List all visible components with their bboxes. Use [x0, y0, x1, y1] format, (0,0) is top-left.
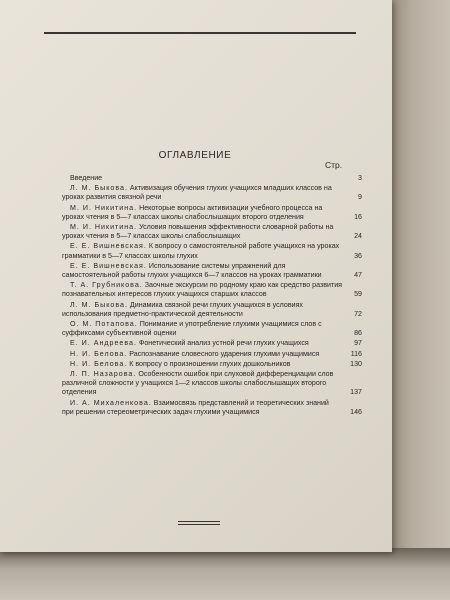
table-of-contents: [62, 174, 362, 418]
toc-page-number: 16: [354, 212, 362, 221]
toc-title: Условия повышения эффективности словарной работы на уроках чтения в 5—7 классах школы слабослышащих: [62, 223, 334, 241]
toc-author: Е. Е. Вишневская.: [70, 261, 147, 270]
toc-title: Заочные экскурсии по родному краю как средство развития познавательных интересов глухих учащихся старших классов: [62, 281, 343, 299]
toc-page-number: 47: [354, 271, 362, 280]
toc-title: К вопросу о произношении глухих дошкольников: [129, 359, 291, 368]
toc-page-number: 9: [358, 193, 362, 202]
toc-entry: [62, 174, 362, 183]
toc-entry: [62, 242, 362, 260]
toc-page-number: 36: [354, 251, 362, 260]
toc-entry: [62, 320, 362, 338]
toc-author: Л. П. Назарова.: [70, 370, 137, 379]
toc-author: Н. И. Белова.: [70, 349, 128, 358]
toc-author: М. И. Никитина.: [70, 223, 138, 232]
toc-title: Взаимосвязь представлений и теоретических знаний при решении стереометрических задач глухими учащимися: [62, 398, 329, 416]
toc-entry: [62, 281, 362, 299]
bottom-rule-second: [178, 524, 220, 525]
toc-title: Использование системы упражнений для самостоятельной работы глухих учащихся 6—7 классов на уроках грамматики: [62, 261, 322, 280]
toc-title: Распознавание словесного ударения глухими учащимися: [129, 349, 320, 358]
toc-entry: [62, 370, 362, 398]
toc-page-number: 3: [358, 174, 362, 182]
toc-page-number: 86: [354, 329, 362, 338]
toc-page-number: 24: [354, 232, 362, 241]
toc-page-number: 137: [350, 388, 362, 397]
toc-title: Фонетический анализ устной речи глухих учащихся: [138, 339, 309, 348]
toc-title: Понимание и употребление глухими учащимися слов с суффиксами субъективной оценки: [62, 320, 322, 338]
toc-entry: [62, 399, 362, 417]
toc-entry: [62, 223, 362, 241]
bottom-rule: [178, 521, 220, 522]
toc-author: М. И. Никитина.: [70, 203, 138, 212]
toc-title: Некоторые вопросы активизации учебного процесса на уроках чтения в 5—7 классах школы слабослышащих второго отделения: [62, 203, 323, 221]
top-rule: [44, 32, 356, 34]
background-surface: [392, 0, 450, 600]
toc-author: И. А. Михаленкова.: [70, 398, 152, 407]
toc-page-number: 97: [354, 339, 362, 348]
toc-title: К вопросу о самостоятельной работе учащихся на уроках грамматики в 5—7 классах школы глухих: [62, 242, 340, 260]
toc-title: Динамика связной речи глухих учащихся в условиях использования предметно-практической деятельности: [62, 300, 303, 318]
toc-author: Е. Е. Вишневская.: [70, 242, 147, 251]
toc-entry: [62, 350, 362, 359]
toc-author: О. М. Потапова.: [70, 320, 138, 329]
toc-page-number: 146: [350, 407, 362, 416]
toc-entry: [62, 184, 362, 202]
toc-page-number: 59: [354, 290, 362, 299]
toc-entry: [62, 360, 362, 369]
toc-author: Н. И. Белова.: [70, 359, 128, 368]
toc-title: Активизация обучения глухих учащихся младших классов на уроках развития связной речи: [62, 184, 332, 202]
toc-author: Т. А. Грубникова.: [70, 281, 143, 290]
toc-author: Л. М. Быкова.: [70, 184, 128, 193]
toc-author: Е. И. Андреева.: [70, 339, 137, 348]
page-title: ОГЛАВЛЕНИЕ: [158, 150, 232, 161]
toc-page-number: 72: [354, 309, 362, 318]
toc-entry: [62, 204, 362, 222]
toc-entry: [62, 262, 362, 280]
toc-entry: [62, 301, 362, 319]
toc-title: Особенности ошибок при слуховой дифференциации слов различной сложности у учащихся 1—2 классов школы слабослышащих второго отделения: [62, 370, 334, 397]
toc-title: Введение: [70, 174, 103, 182]
toc-page-number: 116: [350, 349, 362, 358]
page-column-label: Стр.: [325, 160, 343, 170]
toc-author: Л. М. Быкова.: [70, 300, 128, 309]
background-surface-bottom: [0, 548, 450, 600]
toc-page-number: 130: [350, 359, 362, 368]
toc-entry: [62, 339, 362, 348]
